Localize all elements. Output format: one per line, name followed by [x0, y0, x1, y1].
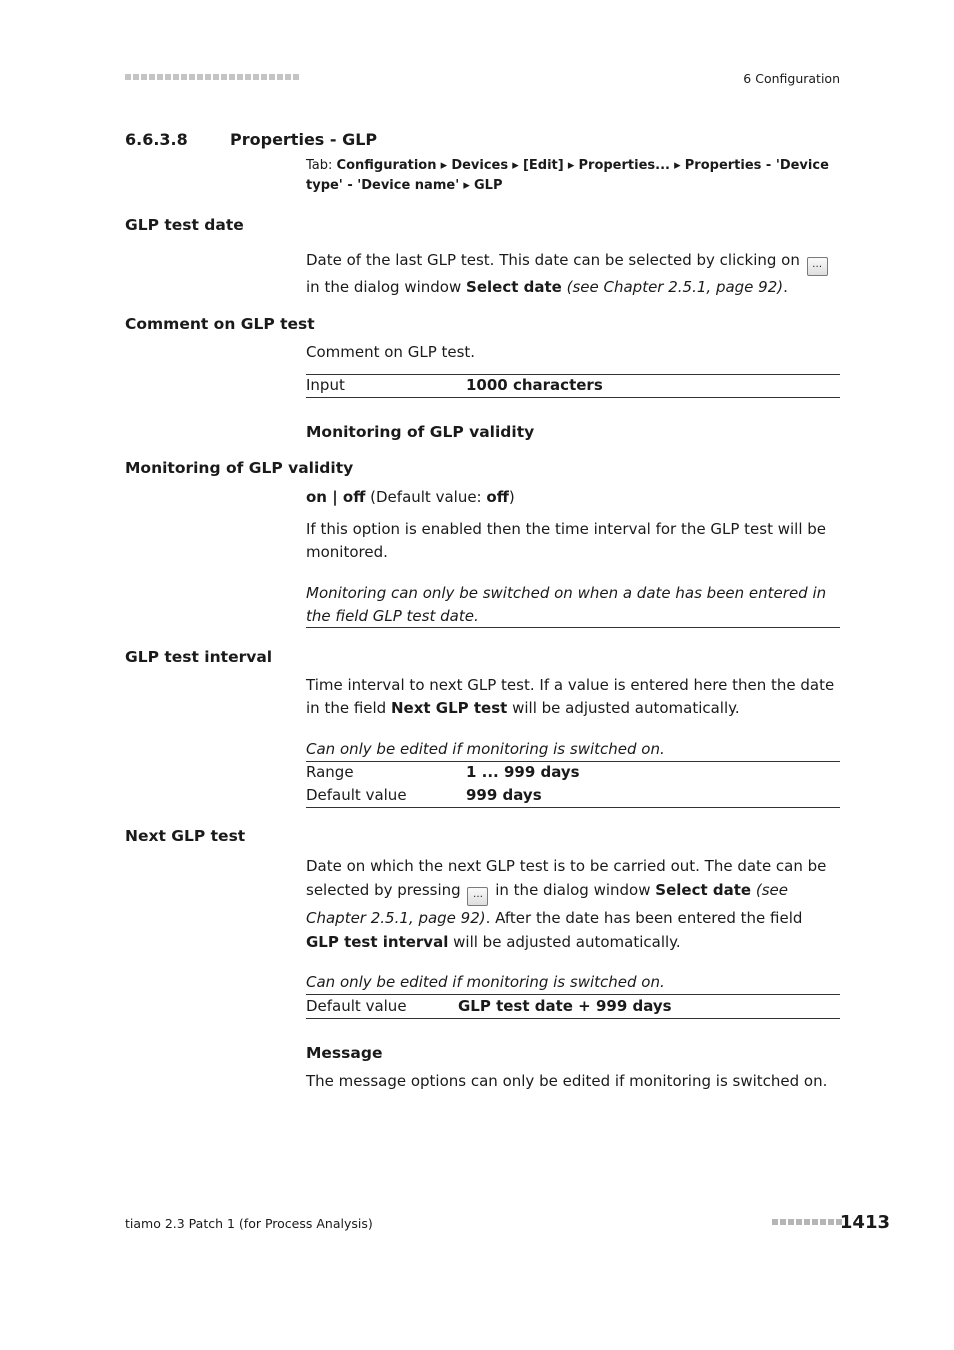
tab-path-item: [Edit] — [522, 158, 564, 173]
input-value: 1000 characters — [466, 376, 603, 394]
table-rule — [306, 374, 840, 375]
glp-test-date-heading: GLP test date — [125, 216, 244, 234]
footer-decoration — [772, 1219, 842, 1225]
tab-path-item: GLP — [474, 178, 503, 193]
section-title: Properties - GLP — [230, 130, 378, 149]
note-rule — [306, 627, 840, 628]
default-label: Default value — [306, 786, 407, 804]
tab-path-item: Properties - 'Device type' - 'Device name' — [306, 158, 829, 193]
message-heading: Message — [306, 1044, 383, 1062]
monitoring-options: on | off (Default value: off) — [306, 488, 515, 506]
page-number: 1413 — [839, 1212, 890, 1233]
ellipsis-button-icon: … — [807, 257, 828, 276]
footer-product: tiamo 2.3 Patch 1 (for Process Analysis) — [125, 1216, 373, 1231]
glp-test-date-description: Date of the last GLP test. This date can be selected by clicking on … in the dialog window Select date (see Chapter 2.5.1, page 92). — [306, 249, 840, 299]
monitoring-heading: Monitoring of GLP validity — [125, 459, 354, 477]
tab-path-prefix: Tab: — [306, 158, 333, 173]
next-note: Can only be edited if monitoring is switched on. — [306, 973, 665, 991]
next-default-label: Default value — [306, 997, 407, 1015]
tab-path-item: Configuration — [336, 158, 437, 173]
table-rule — [306, 761, 840, 762]
interval-heading: GLP test interval — [125, 648, 273, 666]
tab-path-item: Devices — [451, 158, 509, 173]
monitoring-description: If this option is enabled then the time interval for the GLP test will be monitored. — [306, 520, 827, 561]
table-rule — [306, 994, 840, 995]
arrow-icon: ▸ — [440, 158, 448, 173]
arrow-icon: ▸ — [512, 158, 519, 173]
ellipsis-button-icon: … — [467, 887, 488, 906]
range-label: Range — [306, 763, 354, 781]
interval-note: Can only be edited if monitoring is switched on. — [306, 740, 665, 758]
tab-path — [306, 156, 840, 196]
tab-path-item: Properties... — [578, 158, 670, 173]
chapter-header: 6 Configuration — [743, 71, 840, 86]
next-description: Date on which the next GLP test is to be carried out. The date can be selected by pressing … in the dialog window Select date (see Chapter 2.5.1, page 92). After the date has been entered the field GLP test interval will be adjusted automatically. — [306, 857, 827, 951]
arrow-icon: ▸ — [567, 158, 575, 173]
next-heading: Next GLP test — [125, 827, 246, 845]
interval-description: Time interval to next GLP test. If a value is entered here then the date in the field Next GLP test will be adjusted automatically. — [306, 676, 835, 717]
range-value: 1 ... 999 days — [466, 763, 580, 781]
default-value: 999 days — [466, 786, 542, 804]
table-rule — [306, 1018, 840, 1019]
message-description: The message options can only be edited if monitoring is switched on. — [306, 1072, 828, 1090]
header-decoration — [125, 74, 299, 80]
comment-heading: Comment on GLP test — [125, 315, 315, 333]
next-default-value: GLP test date + 999 days — [458, 997, 672, 1015]
table-rule — [306, 397, 840, 398]
section-number: 6.6.3.8 — [125, 130, 188, 149]
arrow-icon: ▸ — [674, 158, 681, 173]
table-rule — [306, 807, 840, 808]
monitoring-note: Monitoring can only be switched on when a date has been entered in the field GLP test date. — [306, 584, 827, 625]
arrow-icon: ▸ — [463, 178, 470, 193]
comment-description: Comment on GLP test. — [306, 343, 476, 361]
input-label: Input — [306, 376, 345, 394]
monitoring-subheading: Monitoring of GLP validity — [306, 423, 535, 441]
